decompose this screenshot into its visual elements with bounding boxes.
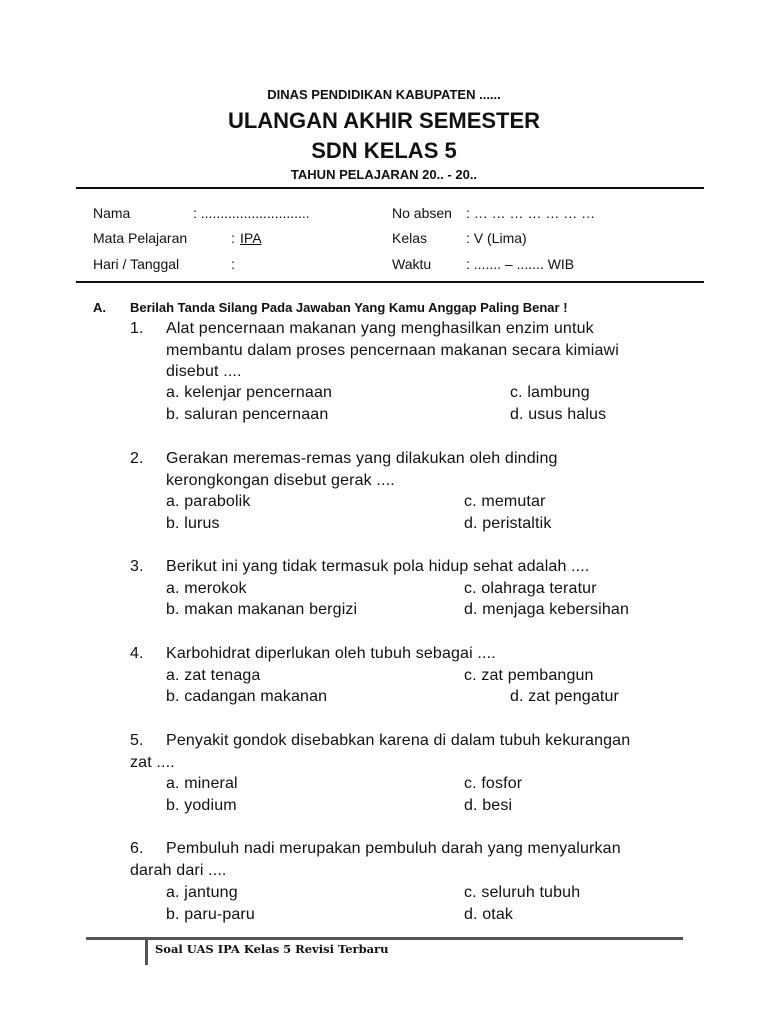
- question-number: 4.: [130, 645, 144, 662]
- option-b: b. yodium: [166, 797, 237, 814]
- option-b: b. saluran pencernaan: [166, 406, 329, 423]
- mapel-label: Mata Pelajaran: [93, 230, 188, 246]
- footer-title: Soal UAS IPA Kelas 5 Revisi Terbaru: [155, 942, 389, 956]
- question-text: Berikut ini yang tidak termasuk pola hidup sehat adalah ....: [166, 558, 590, 575]
- mapel-colon: :: [231, 230, 235, 246]
- school-year: TAHUN PELAJARAN 20.. - 20..: [290, 167, 478, 182]
- mapel-value: IPA: [240, 230, 262, 246]
- question-text: Gerakan meremas-remas yang dilakukan oleh dinding: [166, 450, 558, 467]
- question-text: darah dari ....: [130, 862, 227, 879]
- option-a: a. kelenjar pencernaan: [166, 384, 333, 401]
- question-text: kerongkongan disebut gerak ....: [166, 472, 395, 489]
- option-c: c. lambung: [510, 384, 590, 401]
- question-number: 3.: [130, 558, 144, 575]
- option-d: d. usus halus: [510, 406, 607, 423]
- option-a: a. jantung: [166, 884, 238, 901]
- option-b: b. cadangan makanan: [166, 688, 328, 705]
- section-instruction: Berilah Tanda Silang Pada Jawaban Yang Kamu Anggap Paling Benar !: [130, 300, 568, 315]
- option-d: d. otak: [464, 906, 514, 923]
- nama-value: : ............................: [193, 205, 310, 221]
- page-title: ULANGAN AKHIR SEMESTER: [227, 108, 541, 133]
- option-d: d. menjaga kebersihan: [464, 601, 630, 618]
- absen-value: : … … … … … … …: [466, 205, 596, 221]
- option-b: b. lurus: [166, 515, 220, 532]
- option-c: c. olahraga teratur: [464, 580, 597, 597]
- option-a: a. merokok: [166, 580, 247, 597]
- option-a: a. parabolik: [166, 493, 251, 510]
- question-number: 5.: [130, 732, 144, 749]
- question-text: Penyakit gondok disebabkan karena di dalam tubuh kekurangan: [166, 732, 631, 749]
- question-number: 2.: [130, 450, 144, 467]
- question-text: zat ....: [130, 754, 175, 771]
- question-text: membantu dalam proses pencernaan makanan secara kimiawi: [166, 342, 619, 359]
- nama-label: Nama: [93, 205, 131, 221]
- waktu-value: : ....... – ....... WIB: [466, 256, 575, 272]
- option-b: b. paru-paru: [166, 906, 255, 923]
- option-a: a. mineral: [166, 775, 238, 792]
- option-c: c. seluruh tubuh: [464, 884, 581, 901]
- option-c: c. zat pembangun: [464, 667, 594, 684]
- option-d: d. zat pengatur: [510, 688, 619, 705]
- header-divider-bottom: [76, 281, 704, 283]
- question-text: Alat pencernaan makanan yang menghasilkan enzim untuk: [166, 320, 594, 337]
- question-number: 6.: [130, 840, 144, 857]
- question-text: disebut ....: [166, 363, 242, 380]
- hari-value: :: [231, 256, 235, 272]
- footer-marker: [145, 939, 148, 965]
- option-c: c. memutar: [464, 493, 546, 510]
- option-d: d. peristaltik: [464, 515, 552, 532]
- waktu-label: Waktu: [392, 256, 432, 272]
- section-letter: A.: [93, 300, 106, 315]
- header-divider-top: [76, 187, 704, 189]
- kelas-value: : V (Lima): [466, 230, 527, 246]
- question-text: Karbohidrat diperlukan oleh tubuh sebagai ....: [166, 645, 496, 662]
- hari-label: Hari / Tanggal: [93, 256, 180, 272]
- question-number: 1.: [130, 320, 144, 337]
- option-d: d. besi: [464, 797, 513, 814]
- option-a: a. zat tenaga: [166, 667, 261, 684]
- question-text: Pembuluh nadi merupakan pembuluh darah yang menyalurkan: [166, 840, 621, 857]
- header-dinas: DINAS PENDIDIKAN KABUPATEN ......: [267, 87, 501, 102]
- option-c: c. fosfor: [464, 775, 523, 792]
- footer-divider: [86, 937, 683, 940]
- page-subtitle: SDN KELAS 5: [311, 138, 457, 163]
- option-b: b. makan makanan bergizi: [166, 601, 358, 618]
- kelas-label: Kelas: [392, 230, 428, 246]
- absen-label: No absen: [392, 205, 452, 221]
